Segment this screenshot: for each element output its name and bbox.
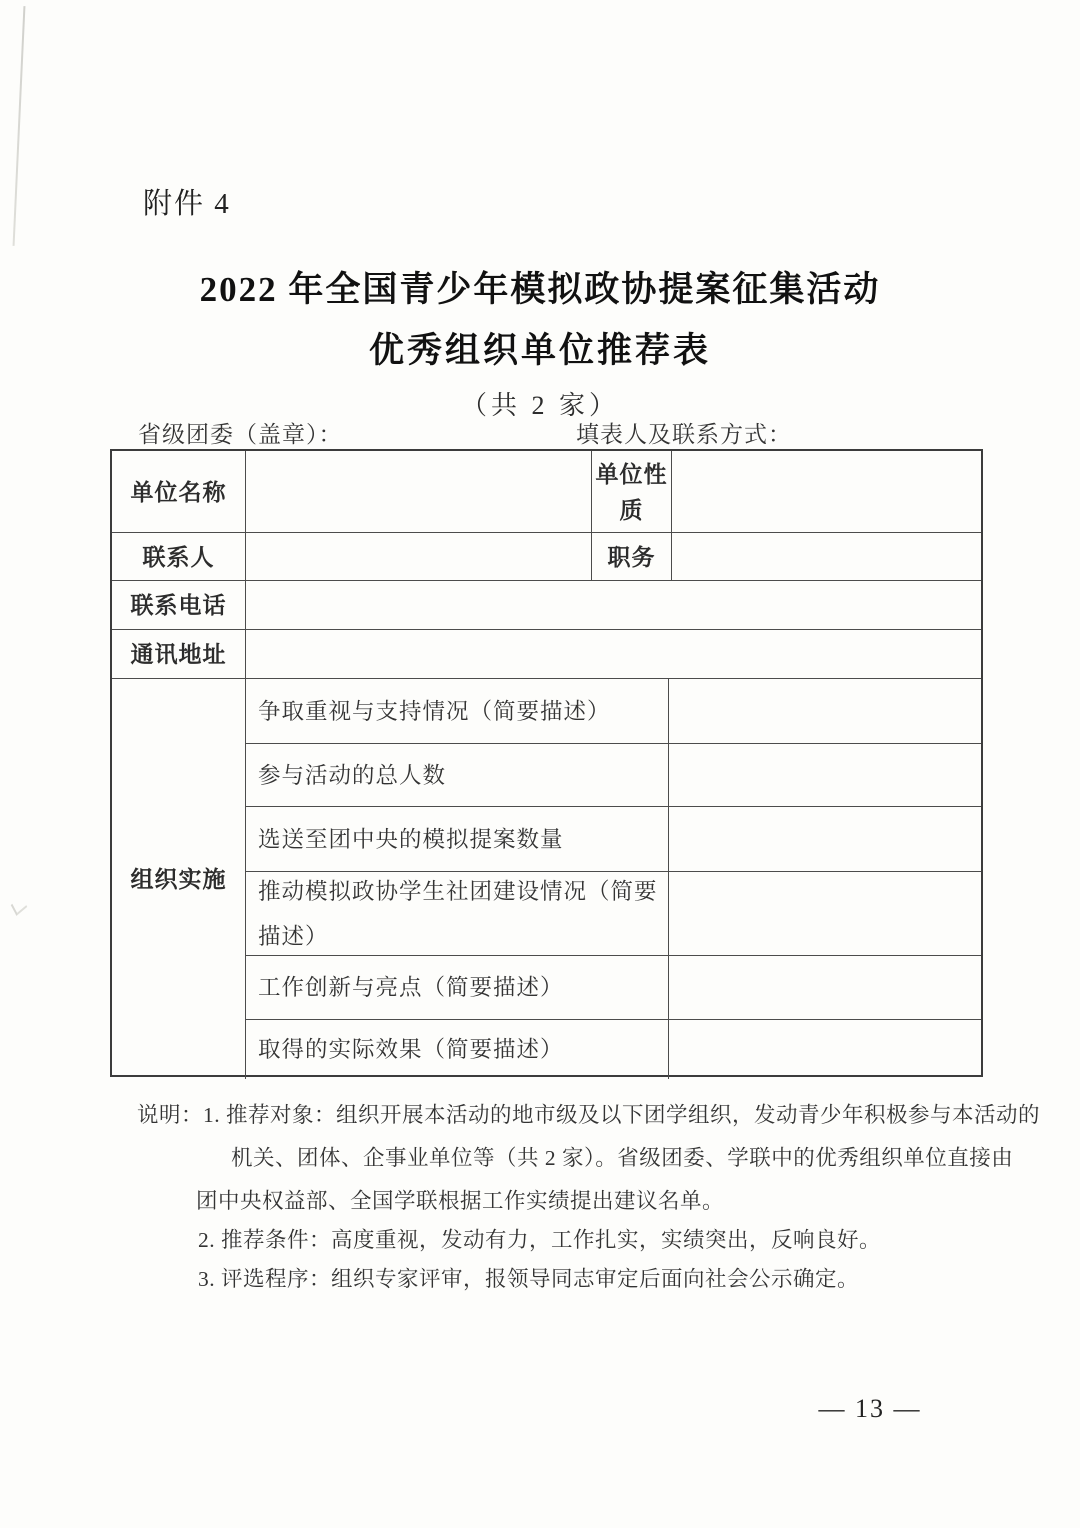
- org-row-clubs: [246, 872, 981, 956]
- org-item-participants-value-cell: [669, 744, 981, 806]
- form-meta-row: [0, 416, 1080, 446]
- org-item-support-label: 争取重视与支持情况（简要描述）: [246, 679, 669, 743]
- org-item-clubs-value-cell: [669, 872, 981, 955]
- org-item-innovation-label: 工作创新与亮点（简要描述）: [246, 956, 669, 1019]
- note-line-1: 说明：1. 推荐对象：组织开展本活动的地市级及以下团学组织，发动青少年积极参与本活动的: [137, 1103, 1041, 1127]
- scan-artifact-line: [13, 6, 26, 246]
- org-row-results: [246, 1020, 981, 1079]
- note-line-5: 3. 评选程序：组织专家评审，报领导同志审定后面向社会公示确定。: [198, 1267, 860, 1291]
- table-row-phone: [112, 581, 981, 630]
- table-section-org-implementation: [112, 679, 981, 1079]
- note-line-4: 2. 推荐条件：高度重视，发动有力，工作扎实，实绩突出，反响良好。: [198, 1228, 882, 1252]
- recommendation-form-table: [110, 449, 983, 1077]
- address-value-cell: [246, 630, 981, 678]
- attachment-label: 附件 4: [143, 188, 231, 220]
- table-row-address: [112, 630, 981, 679]
- table-row-unit-name: [112, 451, 981, 533]
- org-item-clubs-label: 推动模拟政协学生社团建设情况（简要描述）: [246, 872, 669, 955]
- unit-nature-label-cell: 单位性质: [592, 451, 672, 532]
- title-line-1: 2022 年全国青少年模拟政协提案征集活动: [199, 270, 881, 309]
- contact-value-cell: [246, 533, 592, 580]
- scan-artifact-mark: [11, 896, 27, 916]
- note-line-2: 机关、团体、企事业单位等（共 2 家）。省级团委、学联中的优秀组织单位直接由: [231, 1146, 1014, 1170]
- org-item-proposals-value-cell: [669, 807, 981, 871]
- org-item-innovation-value-cell: [669, 956, 981, 1019]
- org-row-innovation: [246, 956, 981, 1020]
- unit-nature-value-cell: [672, 451, 981, 532]
- org-item-support-value-cell: [669, 679, 981, 743]
- page-number: — 13 —: [818, 1394, 922, 1423]
- address-label-cell: 通讯地址: [112, 630, 246, 678]
- phone-value-cell: [246, 581, 981, 629]
- org-item-results-value-cell: [669, 1020, 981, 1079]
- title-subtitle: （共 2 家）: [460, 391, 619, 420]
- unit-name-label-cell: 单位名称: [112, 451, 246, 532]
- filler-contact-label: 填表人及联系方式：: [576, 422, 792, 447]
- org-row-participants: [246, 744, 981, 807]
- table-row-contact: [112, 533, 981, 581]
- org-impl-label-cell: 组织实施: [112, 679, 246, 1079]
- stamp-label: 省级团委（盖章）：: [138, 422, 343, 447]
- org-impl-rows: [246, 679, 981, 1079]
- unit-name-value-cell: [246, 451, 592, 532]
- org-row-proposals: [246, 807, 981, 872]
- org-row-support: [246, 679, 981, 744]
- contact-label-cell: 联系人: [112, 533, 246, 580]
- phone-label-cell: 联系电话: [112, 581, 246, 629]
- org-item-proposals-label: 选送至团中央的模拟提案数量: [246, 807, 669, 871]
- org-item-results-label: 取得的实际效果（简要描述）: [246, 1020, 669, 1079]
- position-label-cell: 职务: [592, 533, 672, 580]
- org-item-participants-label: 参与活动的总人数: [246, 744, 669, 806]
- note-line-3: 团中央权益部、全国学联根据工作实绩提出建议名单。: [196, 1189, 725, 1213]
- document-title: [0, 262, 1080, 422]
- position-value-cell: [672, 533, 981, 580]
- title-line-2: 优秀组织单位推荐表: [368, 331, 711, 370]
